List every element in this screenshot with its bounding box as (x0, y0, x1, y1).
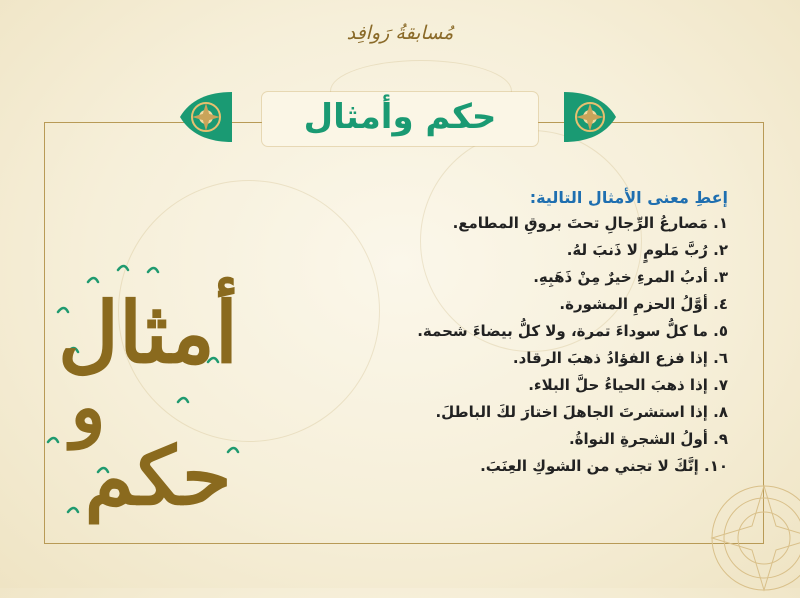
proverb-item: ١٠. إنَّكَ لا تجني من الشوكِ العِنَبَ. (480, 457, 728, 475)
calligraphy-line-2: و (70, 364, 106, 449)
page-title: حكم وأمثال (303, 97, 497, 137)
brand-logo-icon (330, 22, 470, 62)
proverb-item: ٨. إذا استشرتَ الجاهلَ اختارَ لكَ الباطلَ. (435, 403, 728, 421)
proverb-item: ٧. إذا ذهبَ الحياءُ حلَّ البلاء. (528, 376, 728, 394)
title-band (188, 88, 612, 152)
calligraphy-line-1: أمثال (57, 283, 239, 382)
calligraphy-art (28, 242, 258, 542)
proverb-item: ٩. أولُ الشجرةِ النواةُ. (568, 430, 728, 448)
calligraphy-line-3: حكم (84, 429, 232, 523)
proverb-item: ٣. أدبُ المرءِ خيرٌ مِنْ ذَهَبِهِ. (533, 268, 728, 286)
brand-text: مُسابقةُ رَوافِد (346, 22, 454, 44)
proverb-item: ٤. أوَّلُ الحزمِ المشورة. (559, 295, 728, 313)
proverb-item: ٦. إذا فزع الفؤادُ ذهبَ الرقاد. (512, 349, 728, 367)
instruction-text: إعطِ معنى الأمثال التالية: (529, 188, 728, 207)
proverb-item: ٢. رُبَّ مَلومٍ لا ذَنبَ لهُ. (566, 241, 728, 259)
corner-rosette-icon (704, 478, 800, 598)
proverb-item: ٥. ما كلُّ سوداءَ تمرة، ولا كلُّ بيضاءَ شحمة. (417, 322, 728, 340)
proverbs-content (330, 186, 728, 480)
proverb-item: ١. مَصارعُ الرِّجالِ تحتَ بروقِ المطامع. (452, 214, 728, 232)
